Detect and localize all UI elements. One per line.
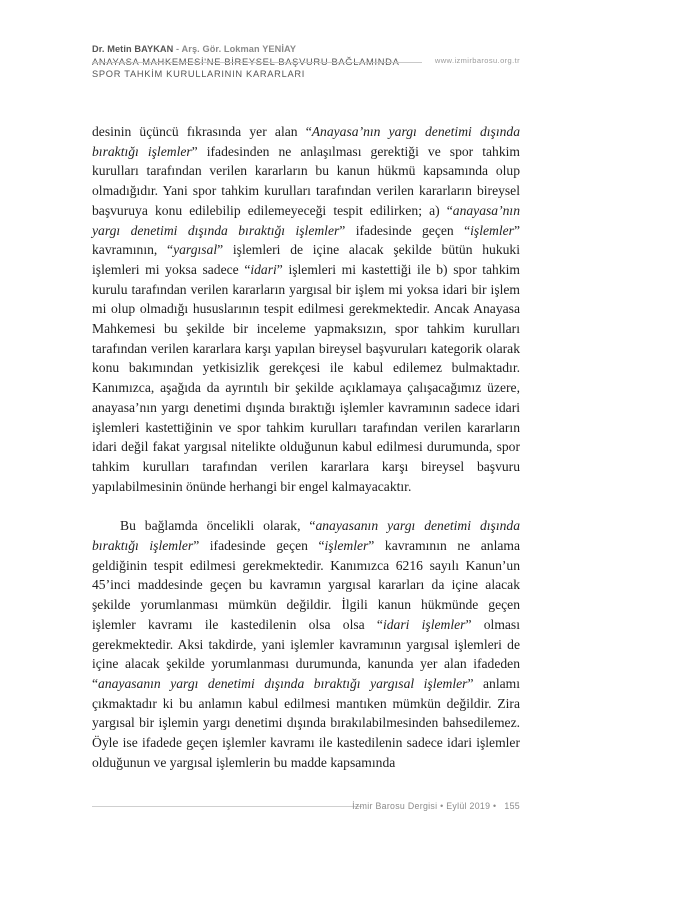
page-footer	[352, 801, 520, 811]
author-separator: -	[173, 44, 182, 54]
paragraph-2: Bu bağlamda öncelikli olarak, “anayasanın yargı denetimi dışında bıraktığı işlemler” ifadesinde geçen “işlemler” kavramının ne anlama geldiğinin tespit edilmesi gerekmektedir. Kanımızca 6216 sayılı Kanun’un 45’inci maddesinde geçen bu kavramın yargısal kararları da içine alacak şekilde yorumlanması mümkün değildir. İlgili kanun hükmünde geçen işlemler kavramı ile kastedilenin olsa olsa “idari işlemler” olması gerekmektedir. Aksi takdirde, yani işlemler kavramının yargısal işlemleri de içine alacak şekilde yorumlanması durumunda, kanunda yer alan ifadeden “anayasanın yargı denetimi dışında bıraktığı yargısal işlemler” anlamı çıkmaktadır ki bu anlamın kabul edilmesi mantıken mümkün değildir. Zira yargısal bir işlemin yargı denetimi dışında bırakılabilmesinden bahsedilemez. Öyle ise ifadede geçen işlemler kavramı ile kastedilenin sadece idari işlemler olduğunun ve yargısal işlemlerin bu madde kapsamında	[92, 518, 521, 770]
header-divider	[92, 62, 422, 63]
paragraph-1: desinin üçüncü fıkrasında yer alan “Anayasa’nın yargı denetimi dışında bıraktığı işlemler” ifadesinden ne anlaşılması gerektiği ve spor tahkim kurulları tarafından verilen kararların bu kanun hükmü kapsamında olup olmadığıdır. Yani spor tahkim kurulları tarafından verilen kararların bireysel başvuruya konu edilebilip edilemeyeceği tespit edilirken; a) “anayasa’nın yargı denetimi dışında bıraktığı işlemler” ifadesinde geçen “işlemler” kavramının, “yargısal” işlemleri de içine alacak şekilde bütün hukuki işlemleri mi yoksa sadece “idari” işlemleri mi kastettiği ile b) spor tahkim kurulu tarafından verilen kararların yargısal bir işlem mi yoksa idari bir işlem mi olup olmadığı hususlarının tespit edilmesi gerekmektedir. Ancak Anayasa Mahkemesi bu şekilde bir inceleme yapmaksızın, spor tahkim kurulları tarafından verilen kararlara karşı yapılan bireysel başvuruları kategorik olarak konu bakımından yetkisizlik gerekçesi ile kabul edilemez bulmaktadır. Kanımızca, aşağıda da ayrıntılı bir şekilde açıklamaya çalışacağımız üzere, anayasa’nın yargı denetimi dışında bıraktığı işlemler kavramının sadece idari işlemleri kastettiğinin ve spor tahkim kurulları tarafından verilen kararların idari değil fakat yargısal nitelikte olduğunun kabul edilmesi durumunda, spor tahkim kurulları tarafından verilen kararlara karşı bireysel başvuru yapılabilmesinin önünde herhangi bir engel kalmayacaktır.	[92, 124, 521, 494]
author-line	[92, 44, 522, 54]
author-1: Dr. Metin BAYKAN	[92, 44, 174, 54]
page-number: 155	[504, 801, 520, 811]
body-text	[92, 122, 520, 773]
journal-info: İzmir Barosu Dergisi • Eylül 2019 •	[352, 801, 497, 811]
author-2: Arş. Gör. Lokman YENİAY	[181, 44, 297, 54]
website-url: www.izmirbarosu.org.tr	[434, 56, 520, 65]
article-title-line-2: SPOR TAHKİM KURULLARININ KARARLARI	[92, 69, 306, 80]
article-title-line-1: ANAYASA MAHKEMESİ'NE BİREYSEL BAŞVURU BAĞLAMINDA	[92, 57, 400, 67]
footer-divider	[92, 806, 362, 807]
